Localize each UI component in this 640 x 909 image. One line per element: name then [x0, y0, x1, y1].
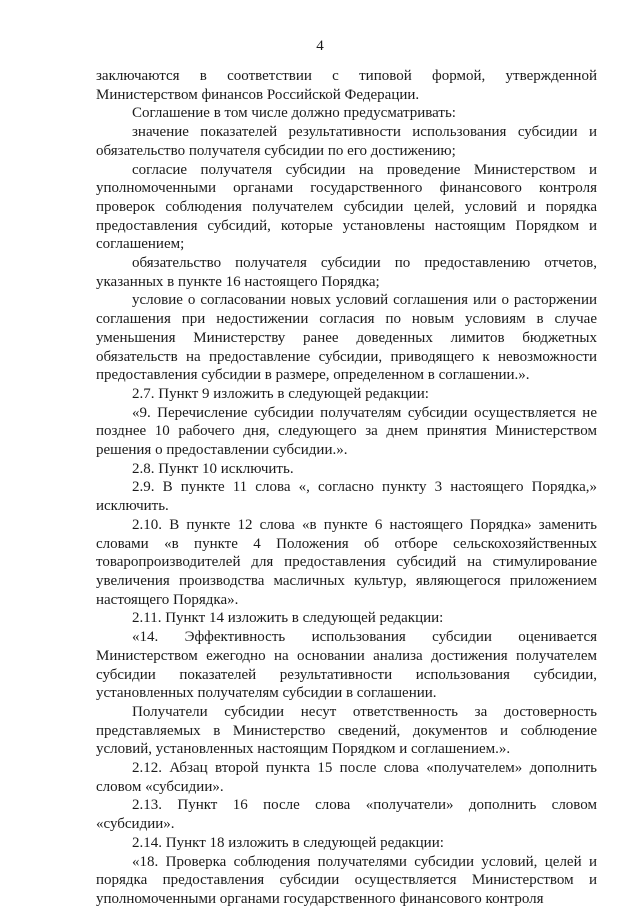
paragraph: Соглашение в том числе должно предусматривать: [132, 105, 456, 122]
paragraph: 2.14. Пункт 18 изложить в следующей редакции: [132, 834, 444, 851]
paragraph: обязательство получателя субсидии по предоставлению отчетов, указанных в пункте 16 настоящего Порядка; [96, 255, 597, 290]
paragraph: согласие получателя субсидии на проведение Министерством и уполномоченными органами государственного финансового контроля проверок соблюдения получателем субсидии целей, условий и порядка предоставления субсидий, которые установлены настоящим Порядком и соглашением; [96, 161, 597, 253]
paragraph: условие о согласовании новых условий соглашения или о расторжении соглашения при недостижении согласия по новым условиям в случае уменьшения Министерству ранее доведенных лимитов бюджетных обязательств на предоставление субсидии, приводящего к невозможности предоставления субсидии в размере, определенном в соглашении.». [96, 292, 597, 384]
document-body [96, 67, 597, 909]
paragraph: значение показателей результативности использования субсидии и обязательство получателя субсидии по его достижению; [96, 124, 597, 159]
paragraph: 2.8. Пункт 10 исключить. [132, 460, 294, 477]
paragraph: 2.11. Пункт 14 изложить в следующей редакции: [132, 610, 444, 627]
paragraph: Получатели субсидии несут ответственность за достоверность представляемых в Министерство сведений, документов и соблюдение условий, установленных настоящим Порядком и соглашением.». [96, 703, 597, 758]
paragraph: «18. Проверка соблюдения получателями субсидии условий, целей и порядка предоставления субсидии осуществляется Министерством и уполномоченными органами государственного финансового контроля [96, 853, 597, 907]
paragraph: 2.13. Пункт 16 после слова «получатели» дополнить словом «субсидии». [96, 797, 597, 833]
paragraph: 2.7. Пункт 9 изложить в следующей редакции: [132, 385, 429, 402]
paragraph: 2.10. В пункте 12 слова «в пункте 6 настоящего Порядка» заменить словами «в пункте 4 Положения об отборе сельскохозяйственных товаропроизводителей для предоставления субсидий на стимулирование увеличения производства масличных культур, являющегося приложением настоящего Порядка». [96, 516, 597, 608]
paragraph: «9. Перечисление субсидии получателям субсидии осуществляется не позднее 10 рабочего дня, следующего за днем принятия Министерством решения о предоставлении субсидии.». [96, 404, 597, 459]
paragraph: заключаются в соответствии с типовой формой, утвержденной Министерством финансов Российской Федерации. [96, 68, 597, 103]
paragraph: 2.12. Абзац второй пункта 15 после слова «получателем» дополнить словом «субсидии». [96, 760, 597, 795]
paragraph: 2.9. В пункте 11 слова «, согласно пункту 3 настоящего Порядка,» исключить. [96, 479, 597, 515]
page-number: 4 [316, 38, 324, 54]
paragraph: «14. Эффективность использования субсидии оценивается Министерством ежегодно на основании анализа достижения получателем субсидии показателей результативности использования субсидии, установленных получателям субсидии в соглашении. [96, 629, 597, 702]
